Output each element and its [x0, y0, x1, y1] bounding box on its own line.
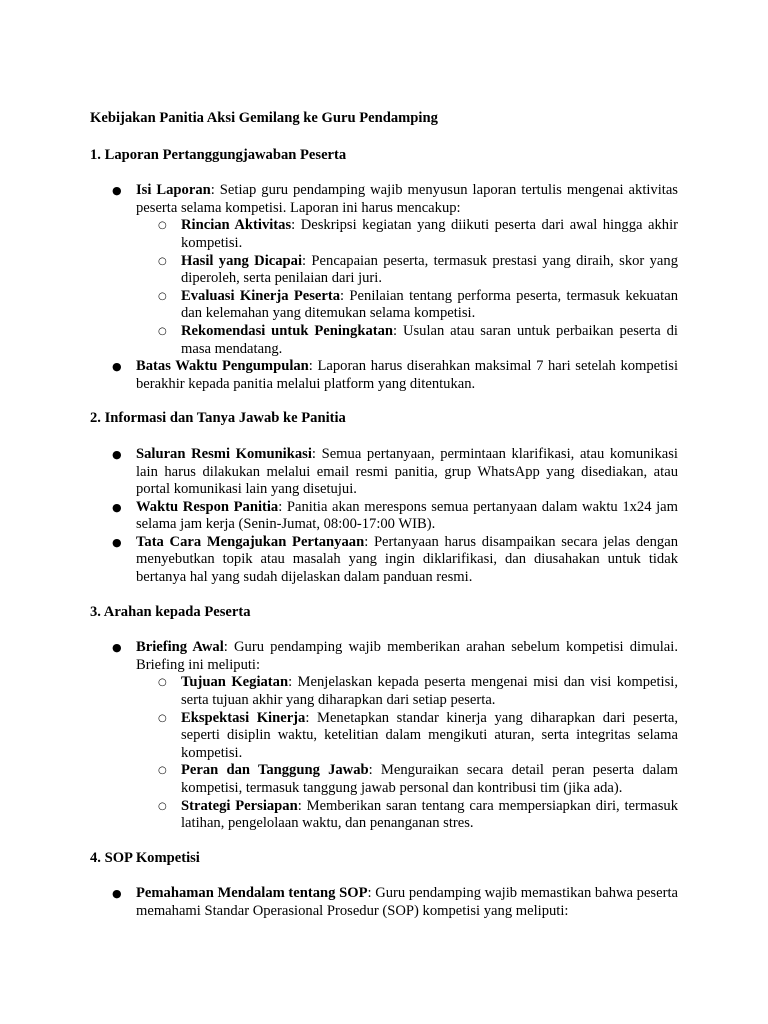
- item-term: Batas Waktu Pengumpulan: [136, 358, 309, 375]
- sub-list-item: [181, 288, 678, 323]
- subitem-text: : Usulan atau saran untuk perbaikan peserta di masa mendatang.: [181, 322, 678, 357]
- section-informasi: [90, 410, 678, 586]
- item-text: : Semua pertanyaan, permintaan klarifikasi, atau komunikasi lain harus dilakukan melalui email resmi panitia, grup WhatsApp yang disediakan, atau portal komunikasi lain yang disetujui.: [136, 445, 678, 498]
- sub-list-item: [181, 323, 678, 358]
- bullet-list: [90, 182, 678, 393]
- bullet-list: [90, 885, 678, 920]
- section-heading: 3. Arahan kepada Peserta: [90, 603, 251, 620]
- sub-list-item: [181, 798, 678, 833]
- section-arahan: [90, 604, 678, 833]
- list-item: [136, 639, 678, 833]
- sub-list-item: [181, 217, 678, 252]
- subitem-term: Peran dan Tanggung Jawab: [181, 762, 369, 779]
- list-item: [136, 885, 678, 920]
- subitem-text: : Memberikan saran tentang cara mempersiapkan diri, termasuk latihan, pengelolaan waktu, dan penanganan stres.: [181, 797, 678, 832]
- subitem-term: Tujuan Kegiatan: [181, 674, 289, 691]
- document-content: [90, 110, 678, 938]
- subitem-term: Rincian Aktivitas: [181, 217, 292, 234]
- sub-list-item: [181, 762, 678, 797]
- item-text: : Setiap guru pendamping wajib menyusun laporan tertulis mengenai aktivitas peserta selama kompetisi. Laporan ini harus mencakup:: [136, 182, 678, 216]
- item-term: Tata Cara Mengajukan Pertanyaan: [136, 533, 365, 550]
- list-item: [136, 499, 678, 534]
- subitem-term: Strategi Persiapan: [181, 797, 298, 814]
- subitem-term: Hasil yang Dicapai: [181, 252, 303, 269]
- sub-list-item: [181, 253, 678, 288]
- sub-list-item: [181, 674, 678, 709]
- item-term: Saluran Resmi Komunikasi: [136, 445, 312, 462]
- item-text: : Guru pendamping wajib memastikan bahwa peserta memahami Standar Operasional Prosedur (SOP) kompetisi yang meliputi:: [136, 885, 678, 919]
- subitem-text: : Menguraikan secara detail peran peserta dalam kompetisi, termasuk tanggung jawab personal dan kontribusi tim (jika ada).: [181, 762, 678, 796]
- subitem-text: : Menjelaskan kepada peserta mengenai misi dan visi kompetisi, serta tujuan akhir yang diharapkan dari setiap peserta.: [181, 674, 678, 709]
- list-item: [136, 446, 678, 499]
- section-laporan: [90, 147, 678, 394]
- item-text: : Panitia akan merespons semua pertanyaan dalam waktu 1x24 jam selama jam kerja (Senin-Jumat, 08:00-17:00 WIB).: [136, 498, 679, 533]
- item-text: : Laporan harus diserahkan maksimal 7 hari setelah kompetisi berakhir kepada panitia melalui platform yang ditentukan.: [136, 358, 679, 392]
- subitem-term: Rekomendasi untuk Peningkatan: [181, 322, 394, 339]
- item-text: : Pertanyaan harus disampaikan secara jelas dengan menyebutkan topik atau masalah yang ingin diklarifikasi, dan diusahakan untuk tidak bertanya hal yang sudah dijelaskan dalam panduan resmi.: [136, 533, 678, 586]
- document-title: Kebijakan Panitia Aksi Gemilang ke Guru Pendamping: [90, 110, 438, 126]
- item-term: Briefing Awal: [136, 639, 224, 656]
- section-heading: 2. Informasi dan Tanya Jawab ke Panitia: [90, 410, 346, 427]
- section-sop: [90, 850, 678, 921]
- subitem-term: Ekspektasi Kinerja: [181, 709, 306, 726]
- list-item: [136, 182, 678, 358]
- bullet-list: [90, 446, 678, 587]
- sub-bullet-list: [136, 217, 678, 358]
- item-term: Waktu Respon Panitia: [136, 498, 279, 515]
- section-heading: 4. SOP Kompetisi: [90, 849, 200, 866]
- section-heading: 1. Laporan Pertanggungjawaban Peserta: [90, 146, 347, 163]
- sub-bullet-list: [136, 674, 678, 832]
- subitem-term: Evaluasi Kinerja Peserta: [181, 287, 341, 304]
- subitem-text: : Menetapkan standar kinerja yang diharapkan dari peserta, seperti disiplin waktu, ketelitian dalam mengikuti aturan, serta integritas selama kompetisi.: [181, 709, 678, 761]
- item-text: : Guru pendamping wajib memberikan arahan sebelum kompetisi dimulai. Briefing ini meliputi:: [136, 639, 678, 673]
- subitem-text: : Deskripsi kegiatan yang diikuti peserta dari awal hingga akhir kompetisi.: [181, 217, 678, 251]
- subitem-text: : Pencapaian peserta, termasuk prestasi yang diraih, skor yang diperoleh, serta penilaian dari juri.: [181, 252, 679, 287]
- item-term: Isi Laporan: [136, 182, 211, 199]
- subitem-text: : Penilaian tentang performa peserta, termasuk kekuatan dan kelemahan yang ditemukan selama kompetisi.: [181, 287, 678, 322]
- list-item: [136, 358, 678, 393]
- sub-list-item: [181, 710, 678, 763]
- bullet-list: [90, 639, 678, 833]
- item-term: Pemahaman Mendalam tentang SOP: [136, 885, 368, 902]
- list-item: [136, 534, 678, 587]
